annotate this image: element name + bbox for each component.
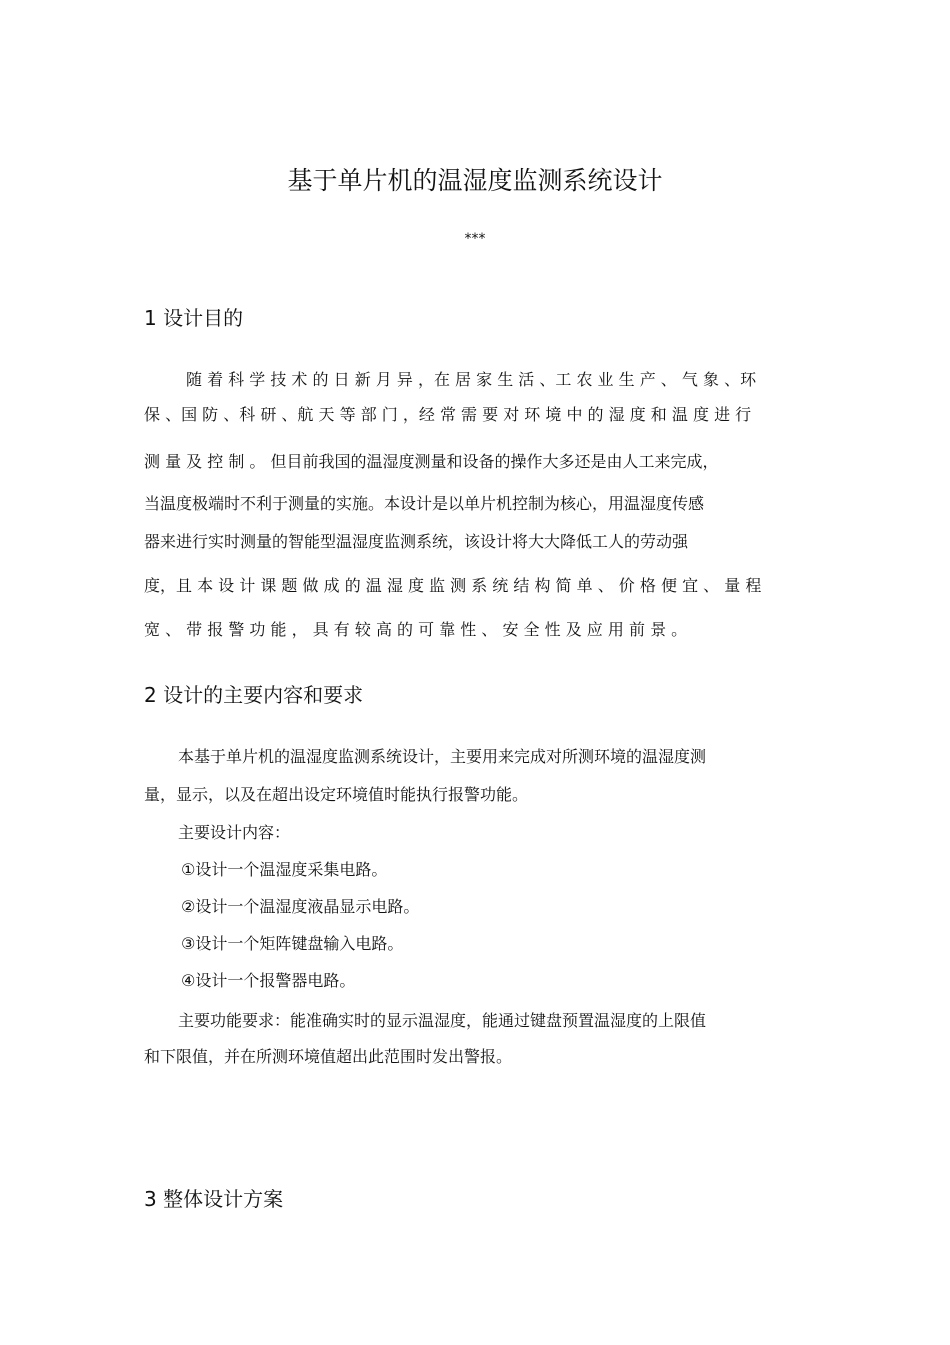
- section-2-line-1: 本基于单片机的温湿度监测系统设计，主要用来完成对所测环境的温湿度测: [178, 747, 707, 766]
- section-1-heading: 1 设计目的: [144, 306, 244, 330]
- section-1-line-3: 测 量 及 控 制 。 但目前我国的温湿度测量和设备的操作大多还是由人工来完成，: [144, 452, 719, 471]
- section-3-heading: 3 整体设计方案: [144, 1187, 284, 1211]
- author-line: ***: [464, 231, 486, 247]
- section-1-line-7: 宽 、 带 报 警 功 能 ， 具 有 较 高 的 可 靠 性 、 安 全 性 及 应 用 前 景 。: [144, 620, 688, 639]
- section-2-list-item-2: ②设计一个温湿度液晶显示电路。: [181, 897, 420, 916]
- document-title: 基于单片机的温湿度监测系统设计: [287, 166, 663, 195]
- section-2-line-4: 主要功能要求：能准确实时的显示温湿度，能通过键盘预置温湿度的上限值: [178, 1011, 707, 1030]
- section-2-line-5: 和下限值，并在所测环境值超出此范围时发出警报。: [144, 1047, 513, 1066]
- section-2-list-item-3: ③设计一个矩阵键盘输入电路。: [181, 934, 404, 953]
- section-2-heading: 2 设计的主要内容和要求: [144, 683, 364, 707]
- section-2-line-2: 量，显示，以及在超出设定环境值时能执行报警功能。: [144, 785, 529, 804]
- section-1-line-1: 随 着 科 学 技 术 的 日 新 月 异 ，在 居 家 生 活 、工 农 业 生 产 、 气 象 、环: [186, 370, 757, 389]
- section-1-line-6: 度，且 本 设 计 课 题 做 成 的 温 湿 度 监 测 系 统 结 构 简 单 、 价 格 便 宜 、 量 程: [144, 576, 762, 595]
- section-1-line-4: 当温度极端时不利于测量的实施。本设计是以单片机控制为核心，用温湿度传感: [144, 494, 705, 513]
- section-1-line-5: 器来进行实时测量的智能型温湿度监测系统，该设计将大大降低工人的劳动强: [144, 532, 689, 551]
- section-2-list-item-4: ④设计一个报警器电路。: [181, 971, 356, 990]
- section-1-line-2: 保 、国 防 、科 研 、航 天 等 部 门 ，经 常 需 要 对 环 境 中 的 湿 度 和 温 度 进 行: [144, 405, 752, 424]
- section-2-line-3: 主要设计内容：: [178, 823, 291, 842]
- section-2-list-item-1: ①设计一个温湿度采集电路。: [181, 860, 388, 879]
